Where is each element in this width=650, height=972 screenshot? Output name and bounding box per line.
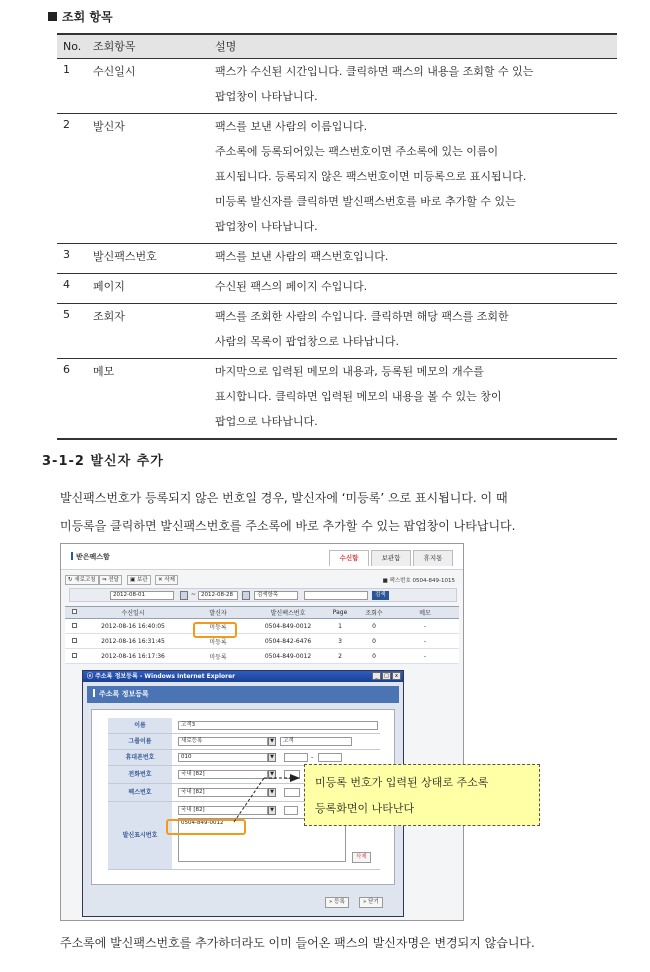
callout-arrow [230,770,306,826]
table-row[interactable]: 2012-08-16 16:31:45 미등록 0504-842-6476 3 0 - [65,634,459,649]
row-checkbox[interactable] [72,638,77,643]
title-bar-icon [71,552,73,560]
tab-trash[interactable]: 휴지통 [413,550,453,566]
my-fax-number: ■ 팩스번호 0504-849-1015 [382,578,455,584]
table-row [57,113,617,243]
date-from-input[interactable]: 2012-08-01 [110,591,174,600]
sender-fax-country-select[interactable]: 국내 [82] [178,806,268,815]
header-desc: 설명 [209,34,617,58]
section-title: 조회 항목 [48,8,113,25]
header-no: No. [57,34,87,58]
close-button[interactable]: » 닫기 [359,897,383,908]
sender-fax-list[interactable]: 0504-849-0012 [178,818,346,862]
list-header-row: 수신일시 발신자 발신팩스번호 Page 조회수 메모 [65,607,459,619]
calendar-icon[interactable] [242,591,250,600]
row-desc: 팩스를 조회한 사람의 수입니다. 클릭하면 해당 팩스를 조회한 사람의 목록이 팝업창으로 나타납니다. [209,303,617,358]
delete-button[interactable]: ✕ 삭제 [155,575,178,585]
search-button[interactable]: 검색 [372,591,389,600]
delete-number-button[interactable]: 삭제 [352,852,371,863]
row-phone: 전화번호 국내 [82] ▼ [108,766,380,784]
unregistered-sender[interactable]: 미등록 [183,619,253,634]
row-fax: 팩스번호 국내 [82] ▼ [108,784,380,802]
search-field-select[interactable]: 검색항목 [254,591,298,600]
chevron-down-icon[interactable]: ▼ [268,806,276,815]
phone-country-select[interactable]: 국내 [82] [178,770,268,779]
table-row[interactable]: 2012-08-16 16:17:36 미등록 0504-849-0012 2 0 - [65,649,459,664]
popup-header: 주소록 정보등록 [87,686,399,703]
square-bullet-icon [48,12,57,21]
chevron-down-icon[interactable]: ▼ [268,788,276,797]
name-input[interactable]: 고객3 [178,721,378,730]
row-no: 4 [57,273,87,303]
chevron-down-icon[interactable]: ▼ [268,770,276,779]
refresh-button[interactable]: ↻ 새로고침 [65,575,99,585]
highlight-unregistered [193,622,237,638]
intro-paragraph: 발신팩스번호가 등록되지 않은 번호일 경우, 발신자에 ‘미등록’ 으로 표시됩니다. 이 때 미등록을 클릭하면 발신팩스번호를 주소록에 바로 추가할 수 있는 팝업창이 나타납니다. [60,491,516,533]
inbox-title: 받은팩스함 [71,552,110,562]
row-no: 6 [57,358,87,439]
table-header-row [57,34,617,58]
row-no: 3 [57,243,87,273]
row-desc: 팩스를 보낸 사람의 팩스번호입니다. [209,243,617,273]
row-name: 이름 고객3 [108,718,380,734]
row-item: 발신자 [87,113,209,243]
screenshot-header [61,544,463,570]
date-to-input[interactable]: 2012-08-28 [198,591,238,600]
mobile-prefix-select[interactable]: 010 [178,753,268,762]
tab-inbox[interactable]: 수신함 [329,550,369,566]
unregistered-sender[interactable]: 미등록 [183,634,253,649]
minimize-button[interactable]: _ [372,672,381,680]
chevron-down-icon[interactable]: ▼ [268,753,276,762]
row-desc: 수신된 팩스의 페이지 수입니다. [209,273,617,303]
maximize-button[interactable]: □ [382,672,391,680]
row-desc: 팩스가 수신된 시간입니다. 클릭하면 팩스의 내용을 조회할 수 있는 팝업창이 나타납니다. [209,58,617,113]
mobile-mid-input[interactable] [284,753,308,762]
fax-list [65,606,459,664]
row-item: 수신일시 [87,58,209,113]
header-item: 조회항목 [87,34,209,58]
row-no: 2 [57,113,87,243]
search-input[interactable] [304,591,368,600]
row-item: 메모 [87,358,209,439]
row-desc: 팩스를 보낸 사람의 이름입니다. 주소록에 등록되어있는 팩스번호이면 주소록에 있는 이름이 표시됩니다. 등록되지 않은 팩스번호이면 미등록으로 표시됩니다. 미등록 발신자를 클릭하면 발신팩스번호를 바로 추가할 수 있는 팝업창이 나타납니다. [209,113,617,243]
select-all-checkbox[interactable] [72,609,77,614]
table-row [57,243,617,273]
filter-bar: 2012-08-01 ~ 2012-08-28 검색항목 검색 [69,588,457,602]
row-group: 그룹이름 새로등록 ▼ 고객 [108,734,380,750]
tab-archive[interactable]: 보관함 [371,550,411,566]
forward-button[interactable]: ⇒ 전달 [99,575,122,585]
row-mobile: 휴대폰번호 010 ▼ - [108,750,380,766]
table-row[interactable]: 2012-08-16 16:40:05 미등록 0504-849-0012 1 0 - [65,619,459,634]
group-select[interactable]: 새로등록 [178,737,268,746]
bottom-note: 주소록에 발신팩스번호를 추가하더라도 이미 들어온 팩스의 발신자명은 변경되지 않습니다. [60,936,535,950]
table-row [57,358,617,439]
table-row [57,58,617,113]
unregistered-sender[interactable]: 미등록 [183,649,253,664]
calendar-icon[interactable] [180,591,188,600]
chevron-down-icon[interactable]: ▼ [268,737,276,746]
row-no: 1 [57,58,87,113]
row-item: 페이지 [87,273,209,303]
section-heading-312: 3-1-2 발신자 추가 [42,454,164,469]
popup-titlebar: ⓔ 주소록 정보등록 - Windows Internet Explorer [83,671,403,682]
table-row [57,303,617,358]
row-item: 발신팩스번호 [87,243,209,273]
fields-table [57,33,617,440]
row-desc: 마지막으로 입력된 메모의 내용과, 등록된 메모의 개수를 표시합니다. 클릭하면 입력된 메모의 내용을 볼 수 있는 창이 팝업으로 나타납니다. [209,358,617,439]
table-row [57,273,617,303]
register-button[interactable]: » 등록 [325,897,349,908]
row-checkbox[interactable] [72,623,77,628]
mobile-last-input[interactable] [318,753,342,762]
row-no: 5 [57,303,87,358]
fax-country-select[interactable]: 국내 [82] [178,788,268,797]
archive-button[interactable]: ▣ 보관 [127,575,151,585]
ie-icon: ⓔ [87,673,96,680]
group-name-input[interactable]: 고객 [280,737,352,746]
row-sender-fax: 발신표시번호 국내 [82] ▼ 0504-849-0012 삭제 [108,802,380,870]
header-bar-icon [93,689,95,697]
close-window-button[interactable]: x [392,672,401,680]
callout-box: 미등록 번호가 입력된 상태로 주소록 등록화면이 나타난다 [304,764,540,826]
row-checkbox[interactable] [72,653,77,658]
row-item: 조회자 [87,303,209,358]
